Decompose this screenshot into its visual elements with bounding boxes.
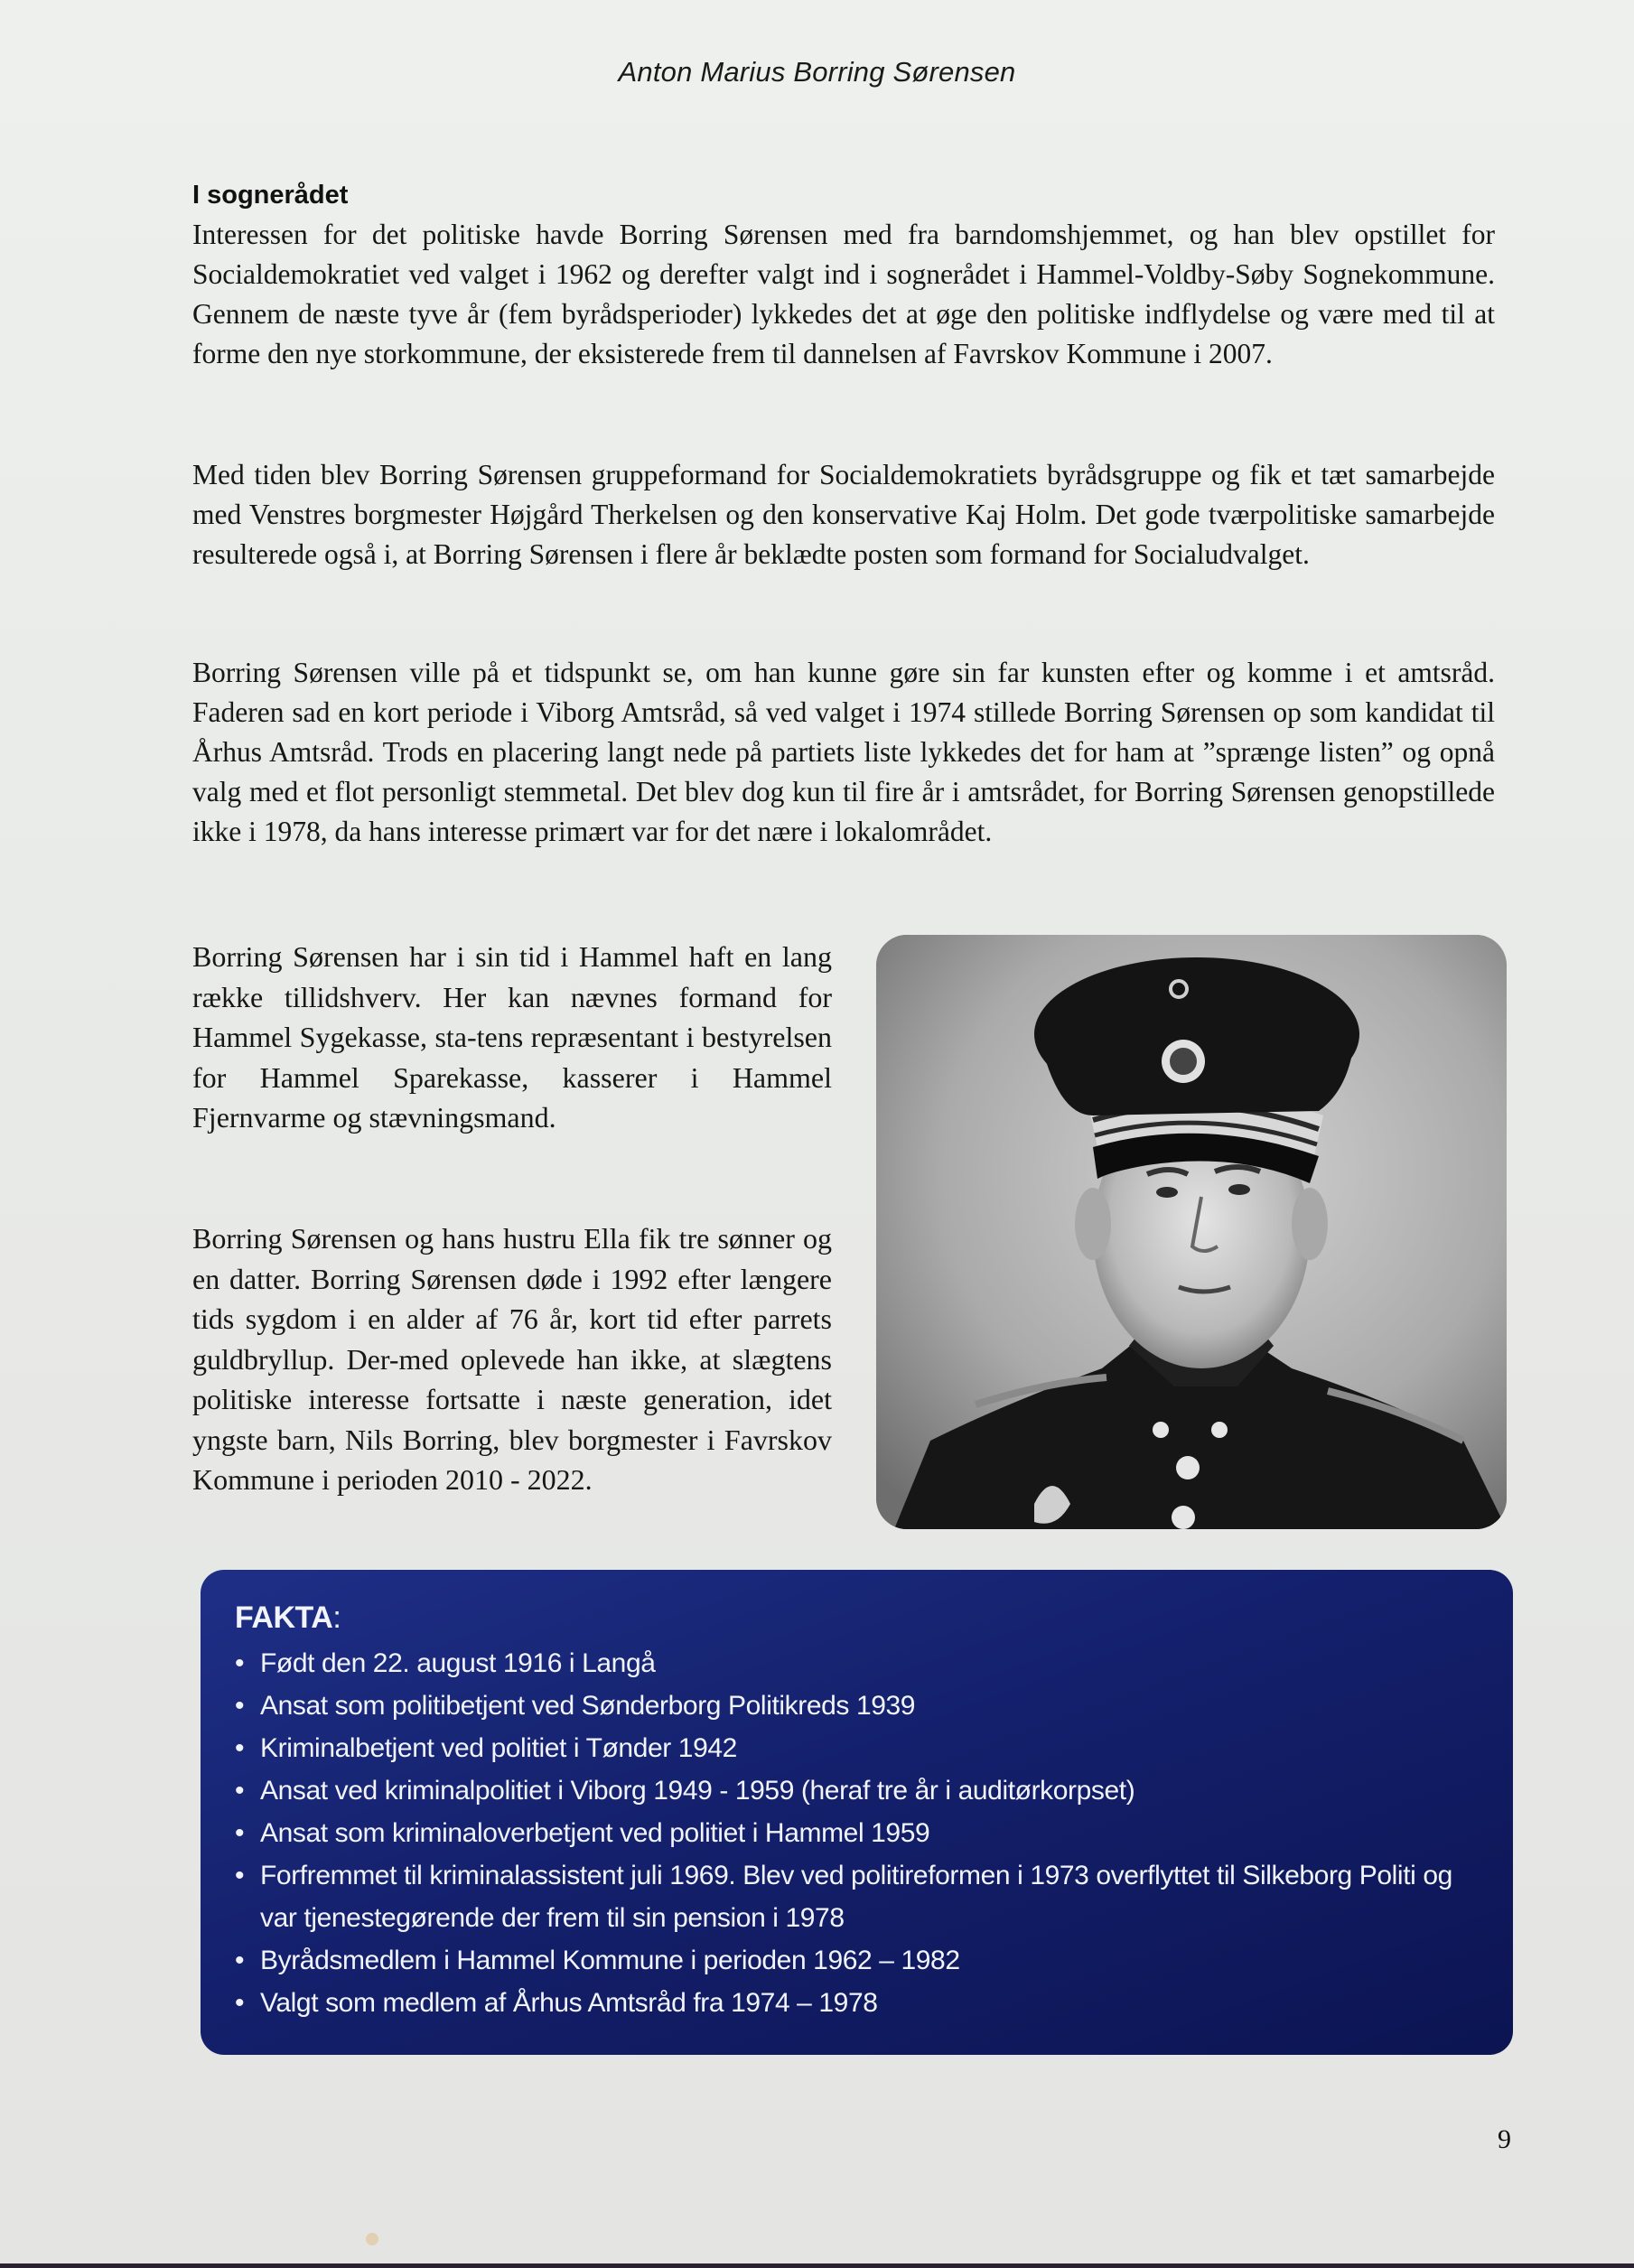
bullet-icon: • bbox=[235, 1648, 245, 1678]
paper-speck bbox=[366, 2233, 378, 2245]
fakta-item bbox=[233, 1685, 1480, 1727]
bullet-icon: • bbox=[235, 1691, 245, 1721]
fakta-item bbox=[233, 1727, 1480, 1769]
running-head: Anton Marius Borring Sørensen bbox=[618, 56, 1016, 88]
bullet-icon: • bbox=[235, 1733, 245, 1763]
portrait-illustration bbox=[876, 935, 1507, 1529]
fakta-item-text: Ansat som politibetjent ved Sønderborg Politikreds 1939 bbox=[260, 1691, 916, 1721]
page-number: 9 bbox=[1498, 2124, 1511, 2154]
paragraph-gruppeformand: Med tiden blev Borring Sørensen gruppeformand for Socialdemokratiets byrådsgruppe og fik et tæt samarbejde med Venstres borgmester Højgård Therkelsen og den konservative Kaj Holm. Det gode tværpolitiske samarbejde resulterede også i, at Borring Sørensen i flere år beklædte posten som formand for Socialudvalget. bbox=[192, 459, 1495, 570]
fakta-item-text: Forfremmet til kriminalassistent juli 1969. Blev ved politireformen i 1973 overflyttet til Silkeborg Politi og var tjenestegørende der frem til sin pension i 1978 bbox=[260, 1861, 1452, 1933]
bullet-icon: • bbox=[235, 1818, 245, 1848]
paragraph-familie: Borring Sørensen og hans hustru Ella fik tre sønner og en datter. Borring Sørensen døde i 1992 efter længere tids sygdom i en alder af 76 år, kort tid efter parrets guldbryllup. Der-med oplevede han ikke, at slægtens politiske interesse fortsatte i næste generation, idet yngste barn, Nils Borring, blev borgmester i Favrskov Kommune i perioden 2010 - 2022. bbox=[192, 1222, 832, 1496]
fakta-item bbox=[233, 1812, 1480, 1854]
fakta-item-text: Født den 22. august 1916 i Langå bbox=[260, 1648, 656, 1678]
page-bottom-edge bbox=[0, 2263, 1634, 2268]
fakta-item bbox=[233, 1769, 1480, 1812]
paragraph-amtsraad: Borring Sørensen ville på et tidspunkt se, om han kunne gøre sin far kunsten efter og komme i et amtsråd. Faderen sad en kort periode i Viborg Amtsråd, så ved valget i 1974 stillede Borring Sørensen op som kandidat til Århus Amtsråd. Trods en placering langt nede på partiets liste lykkedes det for ham at ”sprænge listen” og opnå valg med et flot personligt stemmetal. Det blev dog kun til fire år i amtsrådet, for Borring Sørensen genopstillede ikke i 1978, da hans interesse primært var for det nære i lokalområdet. bbox=[192, 657, 1495, 847]
fakta-box bbox=[201, 1570, 1513, 2055]
paragraph-sognerad: Interessen for det politiske havde Borring Sørensen med fra barndomshjemmet, og han blev opstillet for Socialdemokratiet ved valget i 1962 og derefter valgt ind i sognerådet i Hammel-Voldby-Søby Sognekommune. Gennem de næste tyve år (fem byrådsperioder) lykkedes det at øge den politiske indflydelse og være med til at forme den nye storkommune, der eksisterede frem til dannelsen af Favrskov Kommune i 2007. bbox=[192, 219, 1495, 369]
bullet-icon: • bbox=[235, 1861, 245, 1890]
fakta-item-text: Byrådsmedlem i Hammel Kommune i perioden 1962 – 1982 bbox=[260, 1946, 960, 1975]
bullet-icon: • bbox=[235, 1776, 245, 1806]
fakta-title-text: FAKTA bbox=[235, 1601, 333, 1635]
fakta-item bbox=[233, 1642, 1480, 1685]
fakta-item bbox=[233, 1939, 1480, 1982]
portrait-photo bbox=[876, 935, 1507, 1529]
fakta-title bbox=[235, 1601, 341, 1636]
fakta-item bbox=[233, 1982, 1480, 2024]
fakta-item-text: Kriminalbetjent ved politiet i Tønder 1942 bbox=[260, 1733, 737, 1763]
bullet-icon: • bbox=[235, 1988, 245, 2018]
fakta-list bbox=[233, 1642, 1480, 2024]
fakta-item-text: Ansat ved kriminalpolitiet i Viborg 1949 - 1959 (heraf tre år i auditørkorpset) bbox=[260, 1776, 1135, 1806]
fakta-title-colon: : bbox=[332, 1601, 341, 1635]
fakta-item-text: Valgt som medlem af Århus Amtsråd fra 1974 – 1978 bbox=[260, 1988, 878, 2018]
bullet-icon: • bbox=[235, 1946, 245, 1975]
paragraph-tillidshverv: Borring Sørensen har i sin tid i Hammel haft en lang række tillidshverv. Her kan nævnes formand for Hammel Sygekasse, sta-tens repræsentant i bestyrelsen for Hammel Sparekasse, kasserer i Hammel Fjernvarme og stævningsmand. bbox=[192, 940, 832, 1134]
section-title: I sognerådet bbox=[192, 181, 349, 210]
fakta-item bbox=[233, 1854, 1480, 1939]
fakta-item-text: Ansat som kriminaloverbetjent ved politiet i Hammel 1959 bbox=[260, 1818, 930, 1848]
